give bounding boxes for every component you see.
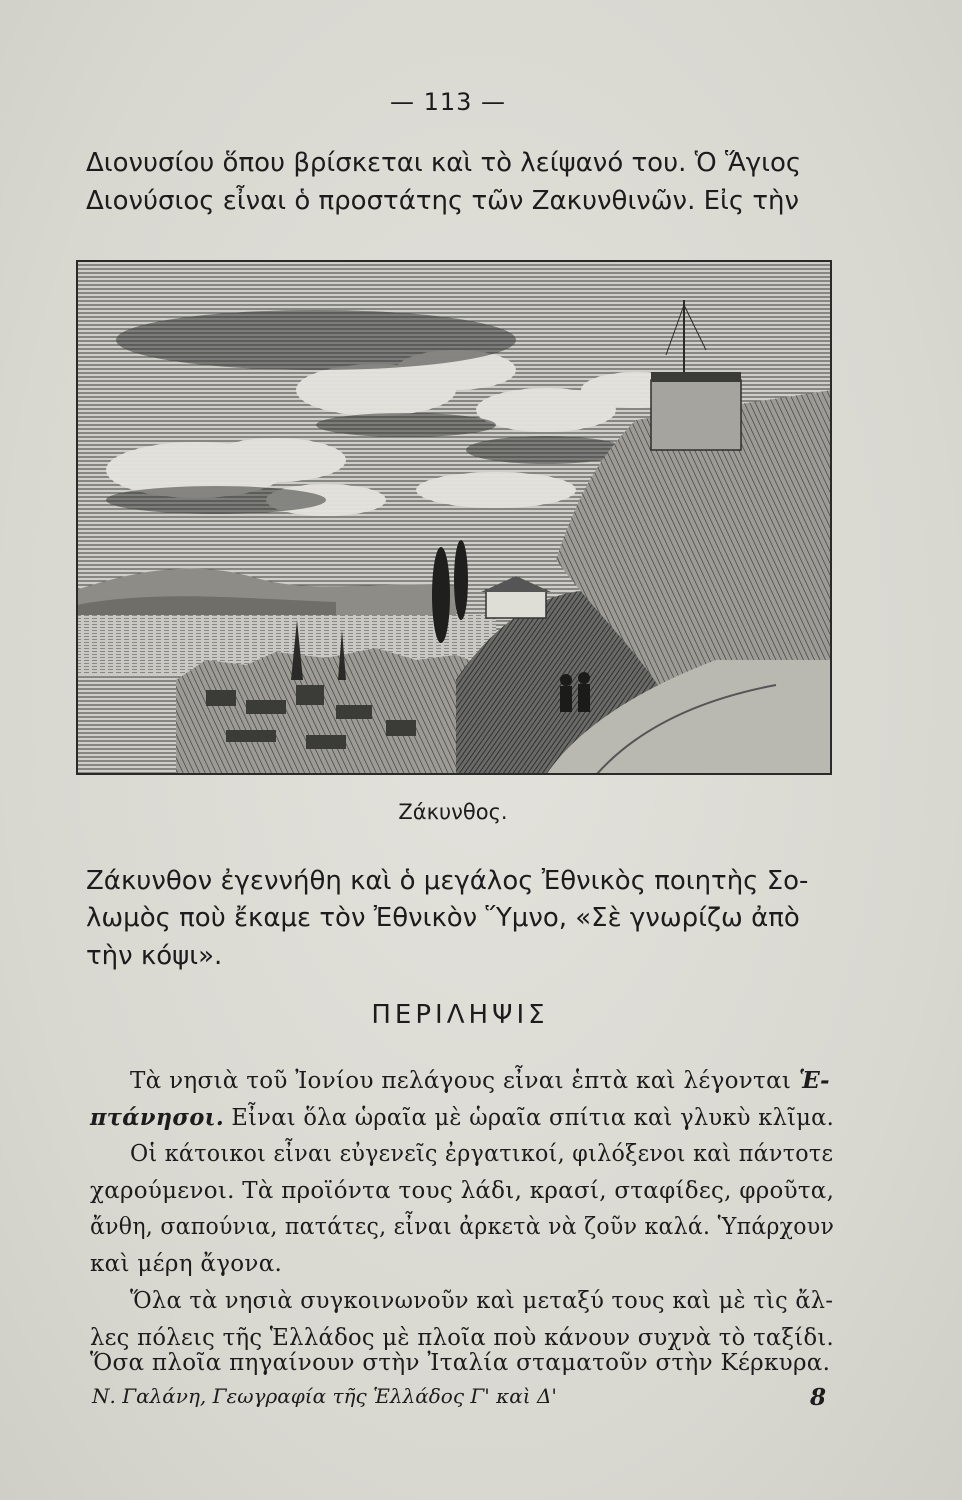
text-line xyxy=(130,1069,830,1093)
text-line-part: Τὰ νησιὰ τοῦ Ἰονίου πελάγους εἶναι ἑπτὰ καὶ λέγονται xyxy=(130,1068,792,1094)
text-line: ἄνθη, σαπούνια, πατάτες, εἶναι ἀρκετὰ νὰ ζοῦν καλά. Ὑπάρχουν xyxy=(90,1214,835,1240)
signature-mark: 8 xyxy=(809,1384,826,1411)
summary-heading: ΠΕΡΙΛΗΨΙΣ xyxy=(371,1000,549,1030)
engraving-illustration xyxy=(76,260,832,775)
text-line: λες πόλεις τῆς Ἑλλάδος μὲ πλοῖα ποὺ κάνουν συχνὰ τὸ ταξίδι. xyxy=(90,1325,835,1351)
text-line xyxy=(90,1106,834,1130)
figure-caption: Ζάκυνθος. xyxy=(398,800,508,824)
text-line: Διονυσίου ὅπου βρίσκεται καὶ τὸ λείψανό του. Ὁ Ἅγιος xyxy=(86,148,802,178)
text-line: Ζάκυνθον ἐγεννήθη καὶ ὁ μεγάλος Ἐθνικὸς ποιητὴς Σο- xyxy=(86,866,809,896)
page-footer xyxy=(92,1384,832,1411)
text-line: Ὅσα πλοῖα πηγαίνουν στὴν Ἰταλία σταματοῦν στὴν Κέρκυρα. xyxy=(90,1350,831,1376)
text-line: Διονύσιος εἶναι ὁ προστάτης τῶν Ζακυνθινῶν. Εἰς τὴν xyxy=(86,186,800,216)
text-line: Οἱ κάτοικοι εἶναι εὐγενεῖς ἐργατικοί, φιλόξενοι καὶ πάντοτε xyxy=(130,1141,834,1167)
text-line: καὶ μέρη ἄγονα. xyxy=(90,1251,283,1277)
text-line: Ὅλα τὰ νησιὰ συγκοινωνοῦν καὶ μεταξύ τους καὶ μὲ τὶς ἄλ- xyxy=(130,1288,834,1314)
text-line-part: Εἶναι ὅλα ὡραῖα μὲ ὡραῖα σπίτια καὶ γλυκὺ κλῖμα. xyxy=(231,1105,835,1131)
emphasized-term: Ἑ- xyxy=(798,1067,830,1094)
page-number: — 113 — xyxy=(389,88,507,116)
text-line: λωμὸς ποὺ ἔκαμε τὸν Ἐθνικὸν Ὕμνο, «Σὲ γνωρίζω ἀπὸ xyxy=(86,903,800,933)
text-line: τὴν κόψι». xyxy=(86,941,223,971)
text-line: χαρούμενοι. Τὰ προϊόντα τους λάδι, κρασί, σταφίδες, φροῦτα, xyxy=(90,1178,835,1204)
emphasized-term: πτάνησοι. xyxy=(90,1104,224,1131)
zakynthos-engraving xyxy=(76,260,832,775)
book-title: Ν. Γαλάνη, Γεωγραφία τῆς Ἑλλάδος Γ' καὶ Δ' xyxy=(92,1384,557,1408)
